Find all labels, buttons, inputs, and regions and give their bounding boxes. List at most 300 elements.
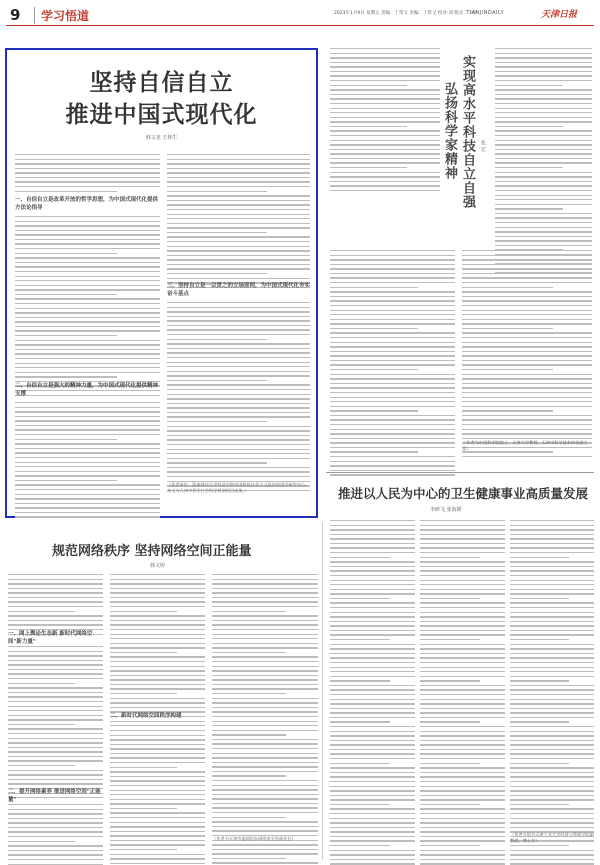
text-line — [330, 80, 440, 81]
text-line — [330, 470, 455, 471]
text-line — [167, 329, 310, 330]
text-line — [330, 181, 440, 182]
text-line — [510, 543, 594, 544]
main-article-title-line1: 坚持自信自立 — [89, 69, 234, 96]
text-line — [330, 708, 415, 709]
text-line — [15, 159, 160, 160]
text-line — [15, 367, 160, 368]
text-line — [462, 291, 592, 292]
text-line — [462, 346, 592, 347]
text-line — [8, 827, 103, 828]
text-line — [15, 285, 160, 286]
text-line — [212, 794, 318, 795]
text-line — [330, 273, 455, 274]
text-line — [167, 255, 310, 256]
text-line — [167, 453, 310, 454]
text-line — [495, 98, 592, 99]
text-line — [212, 634, 318, 635]
text-column — [15, 154, 160, 195]
text-line — [462, 319, 592, 320]
text-line — [495, 108, 592, 109]
text-line — [330, 570, 415, 571]
text-line — [110, 666, 205, 667]
text-line — [510, 644, 594, 645]
text-line — [420, 534, 505, 535]
text-line — [15, 462, 160, 463]
text-line — [167, 325, 310, 326]
text-line — [330, 48, 440, 49]
text-line — [8, 809, 103, 810]
text-line — [420, 804, 480, 805]
english-name: TIANJINDAILY — [466, 10, 505, 16]
main-article-box[interactable] — [5, 48, 318, 518]
text-line — [8, 692, 103, 693]
text-line — [212, 574, 318, 575]
text-line — [510, 717, 594, 718]
section-subhead: 三、坚持自立是一以贯之的立场原则，为中国式现代化夯实奋斗基点 — [167, 283, 311, 297]
text-line — [212, 698, 318, 699]
right-article-title-col2: 弘扬科学家精神 — [442, 82, 457, 180]
text-line — [330, 337, 455, 338]
text-line — [420, 721, 480, 722]
text-line — [420, 717, 505, 718]
text-line — [8, 779, 103, 780]
text-line — [510, 612, 594, 613]
text-line — [15, 308, 160, 309]
text-line — [495, 71, 592, 72]
text-line — [15, 512, 160, 513]
text-line — [15, 335, 117, 336]
text-line — [110, 574, 205, 575]
text-line — [330, 575, 415, 576]
text-line — [110, 858, 205, 859]
text-line — [110, 725, 205, 726]
text-line — [330, 836, 415, 837]
text-line — [167, 407, 310, 408]
text-line — [330, 456, 455, 457]
text-line — [495, 199, 592, 200]
text-line — [495, 130, 592, 131]
text-line — [15, 216, 160, 217]
text-line — [8, 850, 103, 851]
text-line — [495, 245, 592, 246]
text-line — [8, 818, 103, 819]
text-line — [510, 731, 594, 732]
text-line — [167, 398, 310, 399]
text-line — [330, 140, 440, 141]
text-line — [330, 162, 440, 163]
text-line — [330, 753, 415, 754]
text-line — [110, 739, 205, 740]
text-line — [330, 680, 390, 681]
text-line — [420, 570, 505, 571]
text-line — [330, 685, 415, 686]
text-line — [330, 117, 440, 118]
text-line — [15, 411, 160, 412]
text-line — [330, 415, 455, 416]
text-line — [495, 135, 592, 136]
text-line — [330, 667, 415, 668]
text-line — [462, 259, 592, 260]
text-line — [510, 566, 594, 567]
text-line — [110, 588, 205, 589]
text-line — [15, 172, 160, 173]
text-line — [110, 693, 177, 694]
text-line — [212, 739, 318, 740]
text-line — [330, 534, 415, 535]
text-line — [510, 827, 594, 828]
text-line — [330, 465, 455, 466]
text-line — [330, 130, 440, 131]
text-line — [8, 615, 103, 616]
text-line — [420, 580, 505, 581]
text-line — [212, 844, 318, 845]
text-line — [495, 89, 592, 90]
text-line — [330, 813, 415, 814]
text-line — [420, 740, 505, 741]
text-line — [495, 227, 592, 228]
text-line — [167, 371, 310, 372]
text-line — [167, 357, 310, 358]
text-line — [167, 348, 310, 349]
text-line — [167, 449, 310, 450]
text-line — [167, 264, 310, 265]
text-line — [462, 369, 553, 370]
text-line — [510, 598, 569, 599]
text-line — [462, 273, 592, 274]
text-line — [330, 529, 415, 530]
text-line — [462, 397, 592, 398]
text-line — [330, 176, 440, 177]
text-line — [495, 103, 592, 104]
text-line — [330, 808, 415, 809]
text-line — [110, 803, 205, 804]
text-line — [330, 135, 440, 136]
text-line — [462, 429, 592, 430]
text-line — [420, 836, 505, 837]
text-line — [420, 547, 505, 548]
text-line — [212, 579, 318, 580]
text-line — [15, 466, 160, 467]
text-line — [8, 742, 103, 743]
text-line — [110, 601, 205, 602]
text-line — [510, 584, 594, 585]
text-line — [330, 763, 390, 764]
text-line — [15, 420, 160, 421]
text-line — [510, 845, 569, 846]
text-line — [330, 744, 415, 745]
text-line — [330, 758, 415, 759]
text-line — [212, 711, 318, 712]
text-line — [462, 277, 592, 278]
text-line — [510, 607, 594, 608]
text-line — [330, 676, 415, 677]
text-column — [510, 520, 594, 865]
text-line — [330, 644, 415, 645]
text-line — [110, 579, 205, 580]
text-line — [167, 181, 310, 182]
text-line — [510, 547, 594, 548]
text-line — [167, 403, 310, 404]
right-article-footnote: （作者为中国科学院院士、天津大学教授、天津市科学技术协会副主席） — [462, 440, 588, 451]
brand-logo: 天津日报 — [541, 10, 578, 20]
text-line — [212, 652, 286, 653]
text-line — [510, 593, 594, 594]
text-line — [330, 726, 415, 727]
text-line — [110, 611, 177, 612]
text-line — [15, 266, 160, 267]
text-line — [420, 767, 505, 768]
network-article-author: 韩文婷 — [150, 563, 166, 569]
text-line — [330, 259, 455, 260]
text-line — [330, 786, 415, 787]
text-line — [212, 643, 318, 644]
text-line — [110, 863, 205, 864]
text-line — [330, 419, 455, 420]
text-line — [167, 412, 310, 413]
text-line — [420, 813, 505, 814]
text-line — [420, 662, 505, 663]
text-line — [330, 712, 415, 713]
text-line — [510, 744, 594, 745]
text-line — [167, 223, 310, 224]
text-line — [420, 818, 505, 819]
text-line — [462, 378, 592, 379]
text-line — [167, 214, 310, 215]
text-line — [510, 703, 594, 704]
text-line — [8, 597, 103, 598]
text-line — [15, 448, 160, 449]
text-line — [167, 241, 310, 242]
text-line — [8, 738, 103, 739]
text-line — [8, 822, 103, 823]
text-line — [15, 154, 160, 155]
text-line — [420, 680, 480, 681]
text-line — [167, 320, 310, 321]
text-line — [330, 57, 440, 58]
text-line — [330, 121, 440, 122]
text-line — [330, 749, 415, 750]
text-line — [330, 616, 415, 617]
text-line — [420, 781, 505, 782]
text-line — [495, 66, 592, 67]
text-line — [330, 451, 418, 452]
section-subhead: 二、新时代网络空间秩序构建 — [110, 713, 182, 719]
text-line — [510, 735, 594, 736]
text-line — [8, 660, 103, 661]
text-line — [167, 366, 310, 367]
text-line — [15, 452, 160, 453]
text-line — [167, 444, 310, 445]
text-line — [462, 364, 592, 365]
text-line — [510, 602, 594, 603]
text-line — [167, 380, 267, 381]
text-line — [8, 646, 103, 647]
text-line — [420, 653, 505, 654]
text-line — [330, 383, 455, 384]
main-article-byline: 韩文龙 王林生 — [145, 135, 178, 141]
text-line — [330, 840, 415, 841]
text-line — [8, 728, 103, 729]
text-line — [167, 389, 310, 390]
text-line — [15, 221, 160, 222]
text-line — [110, 735, 205, 736]
text-line — [330, 671, 415, 672]
text-line — [495, 158, 592, 159]
text-line — [167, 307, 310, 308]
text-line — [510, 721, 569, 722]
text-line — [212, 803, 318, 804]
text-line — [15, 494, 160, 495]
text-line — [495, 176, 592, 177]
text-line — [8, 836, 103, 837]
text-line — [8, 751, 103, 752]
text-line — [110, 656, 205, 657]
text-line — [330, 593, 415, 594]
text-line — [510, 795, 594, 796]
text-line — [8, 804, 103, 805]
text-line — [212, 775, 286, 776]
text-line — [15, 443, 160, 444]
text-line — [510, 781, 594, 782]
text-line — [495, 167, 563, 168]
text-line — [8, 845, 103, 846]
text-line — [110, 629, 205, 630]
text-line — [167, 191, 267, 192]
text-line — [510, 818, 594, 819]
text-line — [15, 230, 160, 231]
text-line — [330, 296, 455, 297]
text-line — [212, 762, 318, 763]
text-line — [15, 239, 160, 240]
text-line — [495, 94, 592, 95]
text-line — [8, 724, 75, 725]
text-line — [330, 538, 415, 539]
text-line — [15, 181, 160, 182]
text-line — [330, 598, 390, 599]
right-article-title-col1: 实现高水平科技自立自强 — [460, 55, 475, 209]
text-line — [420, 699, 505, 700]
text-line — [167, 476, 310, 477]
text-line — [330, 71, 440, 72]
text-line — [420, 795, 505, 796]
text-line — [15, 177, 160, 178]
text-line — [495, 190, 592, 191]
text-line — [420, 634, 505, 635]
text-line — [330, 447, 455, 448]
text-line — [330, 401, 455, 402]
text-line — [420, 822, 505, 823]
text-line — [330, 795, 415, 796]
text-line — [110, 794, 205, 795]
text-line — [8, 854, 103, 855]
text-line — [330, 287, 418, 288]
text-line — [330, 474, 455, 475]
text-line — [420, 790, 505, 791]
divider — [322, 522, 323, 860]
text-line — [167, 218, 310, 219]
text-line — [212, 862, 318, 863]
text-line — [495, 162, 592, 163]
masthead — [6, 4, 594, 26]
text-line — [330, 346, 455, 347]
text-line — [212, 656, 318, 657]
text-line — [510, 694, 594, 695]
text-line — [167, 416, 310, 417]
text-column — [212, 574, 318, 865]
text-line — [330, 314, 455, 315]
text-line — [167, 209, 310, 210]
text-line — [110, 592, 205, 593]
text-line — [510, 625, 594, 626]
text-line — [8, 859, 103, 860]
text-line — [462, 314, 592, 315]
text-line — [510, 850, 594, 851]
text-line — [212, 748, 318, 749]
text-line — [110, 849, 177, 850]
text-line — [330, 85, 407, 86]
text-line — [110, 767, 177, 768]
text-line — [8, 683, 75, 684]
text-line — [330, 250, 455, 251]
text-line — [510, 804, 569, 805]
text-line — [495, 181, 592, 182]
text-line — [420, 731, 505, 732]
text-line — [212, 601, 318, 602]
text-line — [330, 424, 455, 425]
text-line — [330, 520, 415, 521]
text-line — [330, 580, 415, 581]
text-line — [510, 699, 594, 700]
text-line — [15, 225, 160, 226]
text-line — [330, 144, 440, 145]
text-line — [420, 799, 505, 800]
text-column — [110, 574, 205, 730]
text-line — [330, 310, 455, 311]
text-line — [510, 616, 594, 617]
text-line — [15, 330, 160, 331]
text-line — [330, 392, 455, 393]
text-line — [420, 575, 505, 576]
text-line — [110, 822, 205, 823]
text-line — [8, 747, 103, 748]
text-line — [15, 439, 117, 440]
text-line — [15, 457, 160, 458]
text-line — [212, 666, 318, 667]
text-line — [330, 62, 440, 63]
text-line — [8, 760, 103, 761]
text-line — [462, 456, 592, 457]
text-line — [462, 287, 553, 288]
text-line — [110, 615, 205, 616]
text-line — [510, 680, 569, 681]
text-line — [8, 673, 103, 674]
text-line — [8, 813, 103, 814]
text-column — [8, 804, 103, 865]
text-column — [8, 574, 103, 638]
text-line — [462, 355, 592, 356]
text-line — [15, 402, 160, 403]
text-line — [15, 484, 160, 485]
text-line — [420, 840, 505, 841]
text-line — [462, 410, 553, 411]
text-line — [212, 716, 318, 717]
text-column — [330, 250, 455, 479]
text-line — [15, 257, 160, 258]
text-line — [110, 597, 205, 598]
text-line — [110, 854, 205, 855]
text-line — [330, 740, 415, 741]
